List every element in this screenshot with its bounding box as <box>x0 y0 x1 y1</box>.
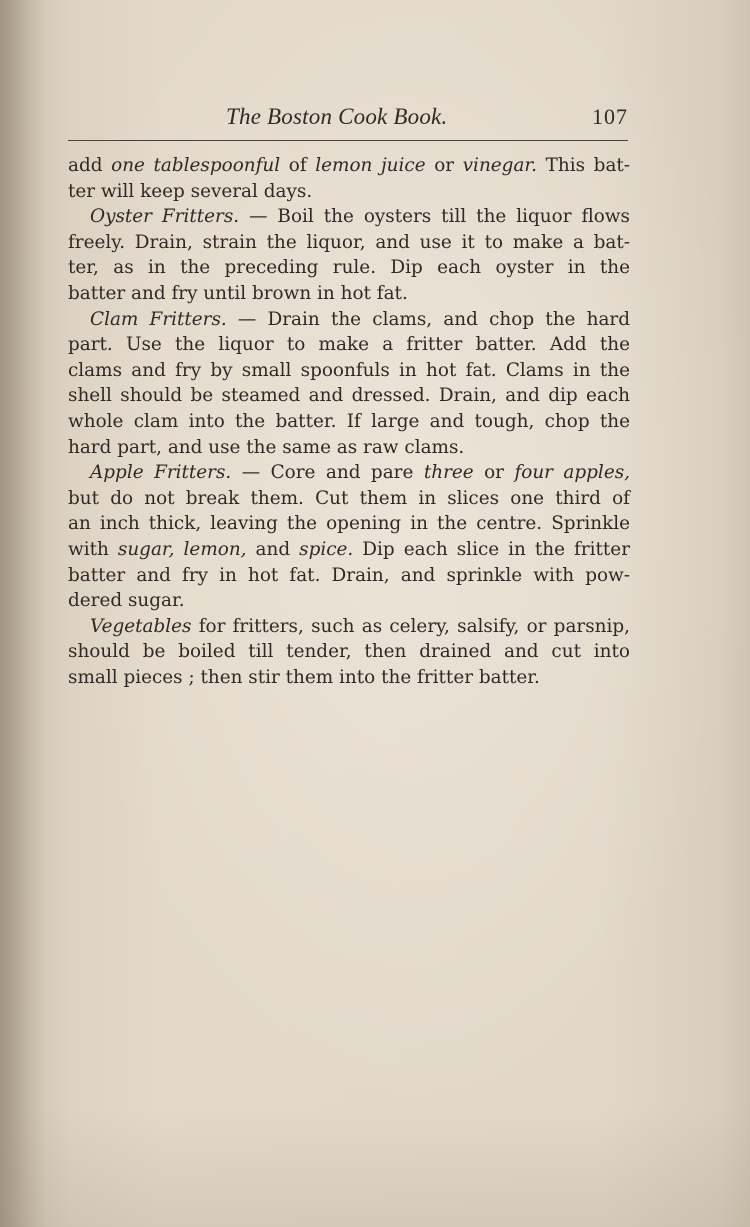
recipe-title-apple-fritters: Apple Fritters. <box>90 462 232 484</box>
text-line: ter, as in the preceding rule. Dip each oyster in the <box>68 257 630 279</box>
text-run: — Boil the oysters till the liquor flows <box>239 206 630 228</box>
text-run: — Drain the clams, and chop the hard <box>226 308 630 330</box>
ingredient-italic: four apples, <box>514 462 630 484</box>
ingredient-italic: three <box>423 462 474 484</box>
ingredient-italic: spice. <box>299 538 354 560</box>
text-line: hard part, and use the same as raw clams. <box>68 436 465 458</box>
body-text <box>68 153 630 690</box>
text-line: dered sugar. <box>68 590 185 612</box>
text-run: and <box>246 538 300 560</box>
text-line <box>68 153 630 179</box>
text-run: for fritters, such as celery, salsify, or parsnip, <box>191 615 630 637</box>
ingredient-italic: sugar, lemon, <box>117 538 247 560</box>
text-run: with <box>68 538 118 560</box>
header-rule <box>68 140 628 141</box>
ingredient-italic: one tablespoonful <box>111 155 281 176</box>
text-run: add <box>68 155 112 176</box>
text-line: an inch thick, leaving the opening in the centre. Sprinkle <box>68 513 630 535</box>
ingredient-italic: lemon juice <box>315 155 426 176</box>
text-run: or <box>425 155 463 176</box>
running-title: The Boston Cook Book. <box>226 104 448 129</box>
recipe-heading-line <box>68 614 630 640</box>
running-head <box>68 100 630 134</box>
text-line: whole clam into the batter. If large and tough, chop the <box>68 410 630 432</box>
recipe-title-oyster-fritters: Oyster Fritters. <box>90 206 240 228</box>
text-line: batter and fry until brown in hot fat. <box>68 282 408 304</box>
text-line: ter will keep several days. <box>68 180 313 202</box>
text-line: batter and fry in hot fat. Drain, and sprinkle with pow- <box>68 564 630 586</box>
recipe-heading-line <box>68 307 630 333</box>
recipe-title-vegetables: Vegetables <box>90 615 192 637</box>
text-line: small pieces ; then stir them into the fritter batter. <box>68 666 540 688</box>
text-line: should be boiled till tender, then drained and cut into <box>68 641 630 663</box>
text-run: Dip each slice in the fritter <box>353 538 630 560</box>
text-line <box>68 537 630 563</box>
text-run: or <box>473 462 515 484</box>
text-line: clams and fry by small spoonfuls in hot fat. Clams in the <box>68 359 630 381</box>
ingredient-italic: vinegar. <box>462 155 538 176</box>
page-number: 107 <box>592 104 628 129</box>
text-line: freely. Drain, strain the liquor, and use it to make a bat- <box>68 231 630 253</box>
text-run: — Core and pare <box>231 462 424 484</box>
text-line: part. Use the liquor to make a fritter batter. Add the <box>68 334 630 356</box>
text-run: This bat- <box>537 155 631 176</box>
text-run: of <box>280 155 316 176</box>
text-line: but do not break them. Cut them in slices one third of <box>68 487 630 509</box>
recipe-heading-line <box>68 204 630 230</box>
recipe-heading-line <box>68 460 630 486</box>
recipe-title-clam-fritters: Clam Fritters. <box>90 308 227 330</box>
text-line: shell should be steamed and dressed. Drain, and dip each <box>68 385 630 407</box>
